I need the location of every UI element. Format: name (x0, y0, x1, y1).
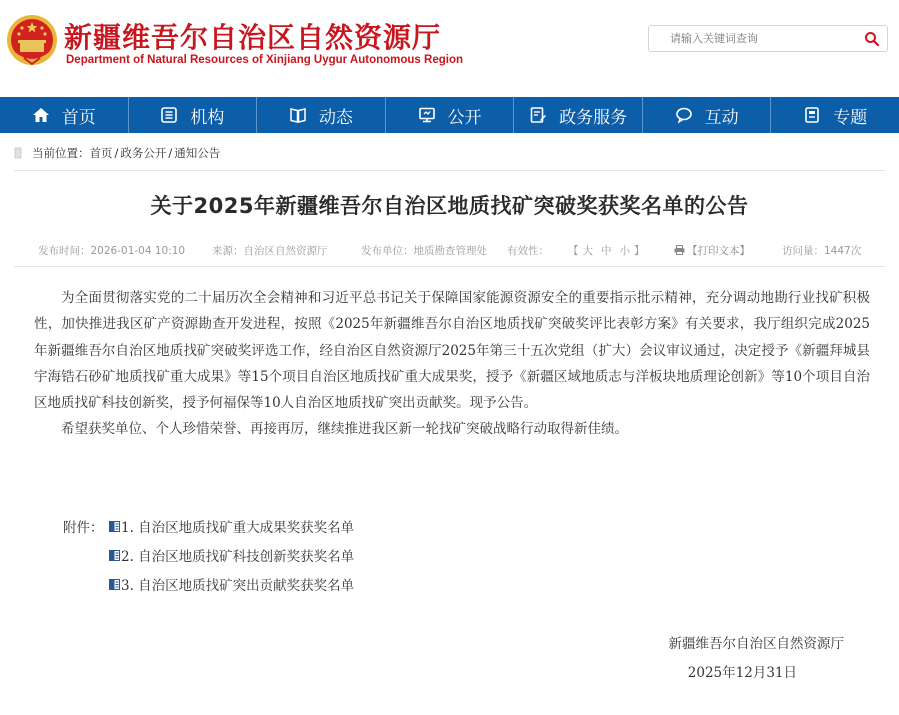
bracket-open: 【 (568, 245, 579, 257)
national-emblem-icon[interactable] (6, 12, 58, 68)
nav-topic[interactable] (771, 97, 899, 133)
nav-label: 机构 (190, 107, 225, 128)
search-input[interactable] (650, 27, 855, 50)
nav-label: 动态 (318, 107, 353, 128)
article-title: 关于2025年新疆维吾尔自治区地质找矿突破奖获奖名单的公告 (150, 194, 749, 218)
article-paragraph: 为全面贯彻落实党的二十届历次全会精神和习近平总书记关于保障国家能源资源安全的重要指示批示精神，充分调动地勘行业找矿积极性，加快推进我区矿产资源勘查开发进程，按照《2025年新疆维吾尔自治区地质找矿突破奖评比表彰方案》有关要求，我厅组织完成2025年新疆维吾尔自治区地质找矿突破奖评选工作，经自治区自然资源厅2025年第三十五次党组（扩大）会议审议通过，决定授予《新疆拜城县宇海锆石砂矿地质找矿重大成果》等15个项目自治区地质找矿重大成果奖，授予《新疆区域地质志与洋板块地质理论创新》等10个项目自治区地质找矿科技创新奖，授予何福保等10人自治区地质找矿突出贡献奖。现予公告。 (34, 290, 870, 412)
print-icon (674, 245, 685, 255)
organization-icon (160, 106, 178, 124)
disclosure-icon (418, 106, 436, 124)
nav-home[interactable] (0, 97, 129, 133)
service-icon (529, 106, 547, 124)
breadcrumb-home[interactable]: 首页 (89, 146, 113, 160)
word-doc-icon (109, 579, 120, 590)
breadcrumb-prefix: 当前位置： (32, 146, 90, 160)
location-icon (14, 147, 22, 159)
bracket-close: 】 (634, 245, 645, 257)
nav-interaction[interactable] (643, 97, 772, 133)
search-box (648, 25, 888, 52)
print-label: 【打印文本】 (687, 245, 750, 257)
nav-label: 首页 (61, 107, 96, 128)
print-button[interactable] (674, 243, 750, 258)
breadcrumb-divider (14, 170, 885, 171)
main-nav (0, 97, 899, 133)
site-header (0, 0, 899, 97)
attachment-label: 3. 自治区地质找矿突出贡献奖获奖名单 (121, 578, 355, 594)
breadcrumb-gov-disclosure[interactable]: 政务公开 (120, 146, 167, 160)
nav-organization[interactable] (129, 97, 258, 133)
news-icon (289, 106, 307, 124)
home-icon (32, 106, 50, 124)
attachment-link[interactable] (109, 545, 354, 565)
site-title[interactable]: 新疆维吾尔自治区自然资源厅 (64, 21, 442, 54)
word-doc-icon (109, 521, 120, 532)
attachment-link[interactable] (109, 516, 354, 536)
chat-icon (675, 106, 693, 124)
font-size-small-button[interactable]: 小 (619, 245, 630, 257)
publish-time: 发布时间：2026-01-04 10:10 (38, 245, 186, 257)
topic-icon (803, 106, 821, 124)
meta-divider (14, 266, 885, 267)
breadcrumb-separator: / (114, 146, 119, 160)
font-size-large-button[interactable]: 大 (582, 245, 593, 257)
attachment-label: 1. 自治区地质找矿重大成果奖获奖名单 (121, 520, 355, 536)
signature-date: 2025年12月31日 (687, 665, 797, 681)
view-count: 访问量：1447次 (782, 245, 862, 257)
publisher: 发布单位：地质勘查管理处 (361, 245, 487, 257)
breadcrumb-notices[interactable]: 通知公告 (174, 146, 221, 160)
article-paragraph: 希望获奖单位、个人珍惜荣誉、再接再厉，继续推进我区新一轮找矿突破战略行动取得新佳绩。 (61, 421, 628, 438)
attachment-link[interactable] (109, 574, 354, 594)
site-subtitle: Department of Natural Resources of Xinjiang Uygur Autonomous Region (66, 54, 463, 66)
attachment-label: 2. 自治区地质找矿科技创新奖获奖名单 (121, 549, 355, 565)
breadcrumb (14, 145, 220, 161)
search-icon[interactable] (863, 30, 881, 48)
attachments-label: 附件： (63, 520, 104, 536)
nav-label: 政务服务 (559, 107, 628, 128)
signature-organization: 新疆维吾尔自治区自然资源厅 (668, 636, 844, 652)
font-size-medium-button[interactable]: 中 (601, 245, 612, 257)
breadcrumb-separator: / (168, 146, 173, 160)
word-doc-icon (109, 550, 120, 561)
nav-label: 公开 (447, 107, 482, 128)
article-source: 来源：自治区自然资源厅 (212, 245, 328, 257)
font-size-controls (568, 243, 645, 258)
nav-news[interactable] (257, 97, 386, 133)
nav-label: 专题 (833, 107, 868, 128)
article-body (34, 285, 870, 443)
validity: 有效性： (507, 245, 549, 257)
nav-service[interactable] (514, 97, 643, 133)
nav-label: 互动 (704, 107, 739, 128)
nav-disclosure[interactable] (386, 97, 515, 133)
